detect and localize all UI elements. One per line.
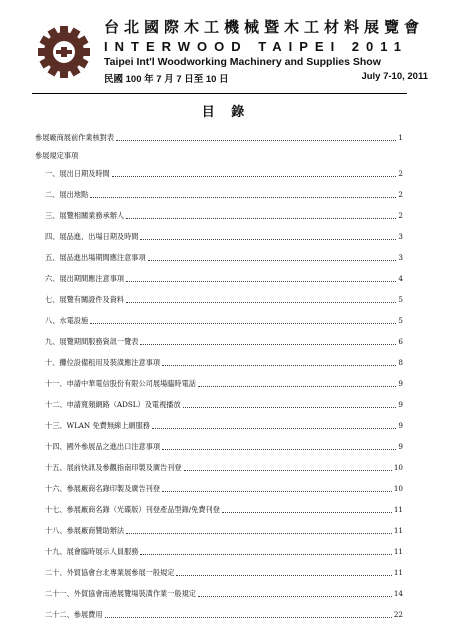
table-of-contents: [35, 134, 403, 619]
toc-entry-label: 十三、WLAN 免費無線上網服務: [45, 421, 150, 430]
toc-entry-page: 9: [398, 379, 403, 388]
toc-entry-page: 8: [398, 358, 403, 367]
toc-leader-dots: [126, 533, 392, 534]
toc-entry[interactable]: [35, 170, 403, 178]
toc-entry-label: 十一、申請中華電信股份有限公司展場臨時電話: [45, 379, 196, 388]
header-date-en: July 7-10, 2011: [361, 71, 428, 82]
toc-leader-dots: [140, 239, 396, 240]
toc-leader-dots: [198, 386, 396, 387]
toc-entry-page: 9: [398, 442, 403, 451]
toc-entry-page: 11: [393, 568, 403, 577]
toc-leader-dots: [116, 140, 396, 141]
header-divider: [32, 93, 407, 94]
toc-entry-label: 五、展品進出場期間應注意事項: [45, 253, 146, 262]
header-title-en: INTERWOOD TAIPEI 2011: [104, 39, 409, 54]
toc-entry-label: 二十二、參展費用: [45, 610, 103, 619]
toc-entry-page: 11: [393, 505, 403, 514]
toc-entry[interactable]: [35, 275, 403, 283]
toc-entry[interactable]: [35, 443, 403, 451]
toc-entry-label: 七、展覽有關證件及資料: [45, 295, 125, 304]
toc-entry-label: 九、展覽期間服務資訊一覽表: [45, 337, 139, 346]
toc-leader-dots: [184, 470, 392, 471]
header-dates: [104, 71, 428, 85]
toc-entry-label: 四、展品進、出場日期及時間: [45, 232, 139, 241]
toc-entry-label: 十四、國外參展品之進出口注意事項: [45, 442, 161, 451]
toc-leader-dots: [162, 449, 396, 450]
toc-leader-dots: [176, 575, 391, 576]
toc-entry[interactable]: [35, 485, 403, 493]
toc-entry[interactable]: [35, 317, 403, 325]
toc-entry[interactable]: [35, 191, 403, 199]
toc-entry-page: 10: [393, 463, 403, 472]
toc-entry[interactable]: [35, 527, 403, 535]
toc-entry-label: 一、展出日期及時間: [45, 169, 110, 178]
interwood-logo: [32, 20, 96, 84]
toc-leader-dots: [140, 554, 391, 555]
header-title-cn: 台北國際木工機械暨木工材料展覽會: [104, 19, 425, 36]
toc-leader-dots: [112, 176, 397, 177]
toc-leader-dots: [148, 260, 397, 261]
toc-entry-page: 9: [398, 421, 403, 430]
toc-entry[interactable]: [35, 254, 403, 262]
toc-leader-dots: [183, 407, 397, 408]
header-subtitle: Taipei Int'l Woodworking Machinery and Supplies Show: [104, 56, 381, 68]
toc-entry-label: 參展廠商展前作業核對表: [35, 133, 115, 142]
toc-entry-label: 三、展覽相關業務承辦人: [45, 211, 125, 220]
toc-entry-label: 十七、參展廠商名錄（光碟版）刊登產品型錄/免費刊登: [45, 505, 220, 514]
toc-entry-page: 5: [398, 295, 403, 304]
toc-entry[interactable]: [35, 233, 403, 241]
toc-entry-label: 二、展出地點: [45, 190, 89, 199]
toc-entry-label: 十五、展前快訊及參觀指南印製及廣告刊登: [45, 463, 182, 472]
toc-entry-label: 二十一、外貿協會南港展覽場裝潢作業一般規定: [45, 589, 196, 598]
toc-entry-page: 3: [398, 232, 403, 241]
toc-entry[interactable]: [35, 422, 403, 430]
toc-entry-page: 11: [393, 526, 403, 535]
toc-entry-label: 八、水電設施: [45, 316, 89, 325]
toc-entry[interactable]: [35, 506, 403, 514]
toc-entry[interactable]: [35, 296, 403, 304]
toc-leader-dots: [90, 197, 396, 198]
toc-entry[interactable]: [35, 152, 403, 160]
toc-leader-dots: [140, 344, 396, 345]
toc-leader-dots: [126, 302, 396, 303]
toc-entry-page: 14: [393, 589, 403, 598]
toc-entry-page: 10: [393, 484, 403, 493]
toc-entry[interactable]: [35, 590, 403, 598]
toc-entry-page: 2: [398, 169, 403, 178]
toc-entry[interactable]: [35, 359, 403, 367]
toc-entry[interactable]: [35, 548, 403, 556]
toc-entry[interactable]: [35, 464, 403, 472]
toc-leader-dots: [126, 281, 396, 282]
toc-entry-page: 9: [398, 400, 403, 409]
toc-leader-dots: [198, 596, 392, 597]
toc-entry-label: 參展規定事項: [35, 151, 79, 160]
toc-entry-page: 5: [398, 316, 403, 325]
toc-entry-label: 二十、外貿協會台北專業展參展一般規定: [45, 568, 175, 577]
toc-leader-dots: [126, 218, 396, 219]
toc-leader-dots: [152, 428, 396, 429]
toc-leader-dots: [162, 491, 392, 492]
toc-entry-label: 十、攤位設備租用及裝潢應注意事項: [45, 358, 161, 367]
toc-leader-dots: [90, 323, 396, 324]
document-header: [32, 14, 428, 94]
toc-entry-page: 3: [398, 253, 403, 262]
toc-leader-dots: [162, 365, 396, 366]
toc-leader-dots: [105, 617, 392, 618]
toc-entry[interactable]: [35, 611, 403, 619]
toc-entry[interactable]: [35, 401, 403, 409]
toc-leader-dots: [222, 512, 392, 513]
toc-entry-label: 十九、展會臨時展示人員服務: [45, 547, 139, 556]
toc-entry-page: 1: [398, 133, 403, 142]
toc-entry-label: 十八、參展廠商贊助辦法: [45, 526, 125, 535]
toc-entry[interactable]: [35, 380, 403, 388]
toc-entry-page: 2: [398, 190, 403, 199]
toc-entry-page: 4: [398, 274, 403, 283]
toc-entry-label: 十六、參展廠商名錄印製及廣告刊登: [45, 484, 161, 493]
header-date-cn: 民國 100 年 7 月 7 日至 10 日: [104, 74, 229, 85]
toc-entry-page: 2: [398, 211, 403, 220]
toc-entry[interactable]: [35, 212, 403, 220]
toc-title: 目 錄: [201, 105, 251, 120]
toc-entry-label: 六、展出期間應注意事項: [45, 274, 125, 283]
toc-entry[interactable]: [35, 569, 403, 577]
toc-entry-label: 十二、申請寬頻網路（ADSL）及電視播放: [45, 400, 181, 409]
toc-entry-page: 22: [393, 610, 403, 619]
toc-entry[interactable]: [35, 338, 403, 346]
toc-entry[interactable]: [35, 134, 403, 142]
toc-entry-page: 11: [393, 547, 403, 556]
toc-entry-page: 6: [398, 337, 403, 346]
